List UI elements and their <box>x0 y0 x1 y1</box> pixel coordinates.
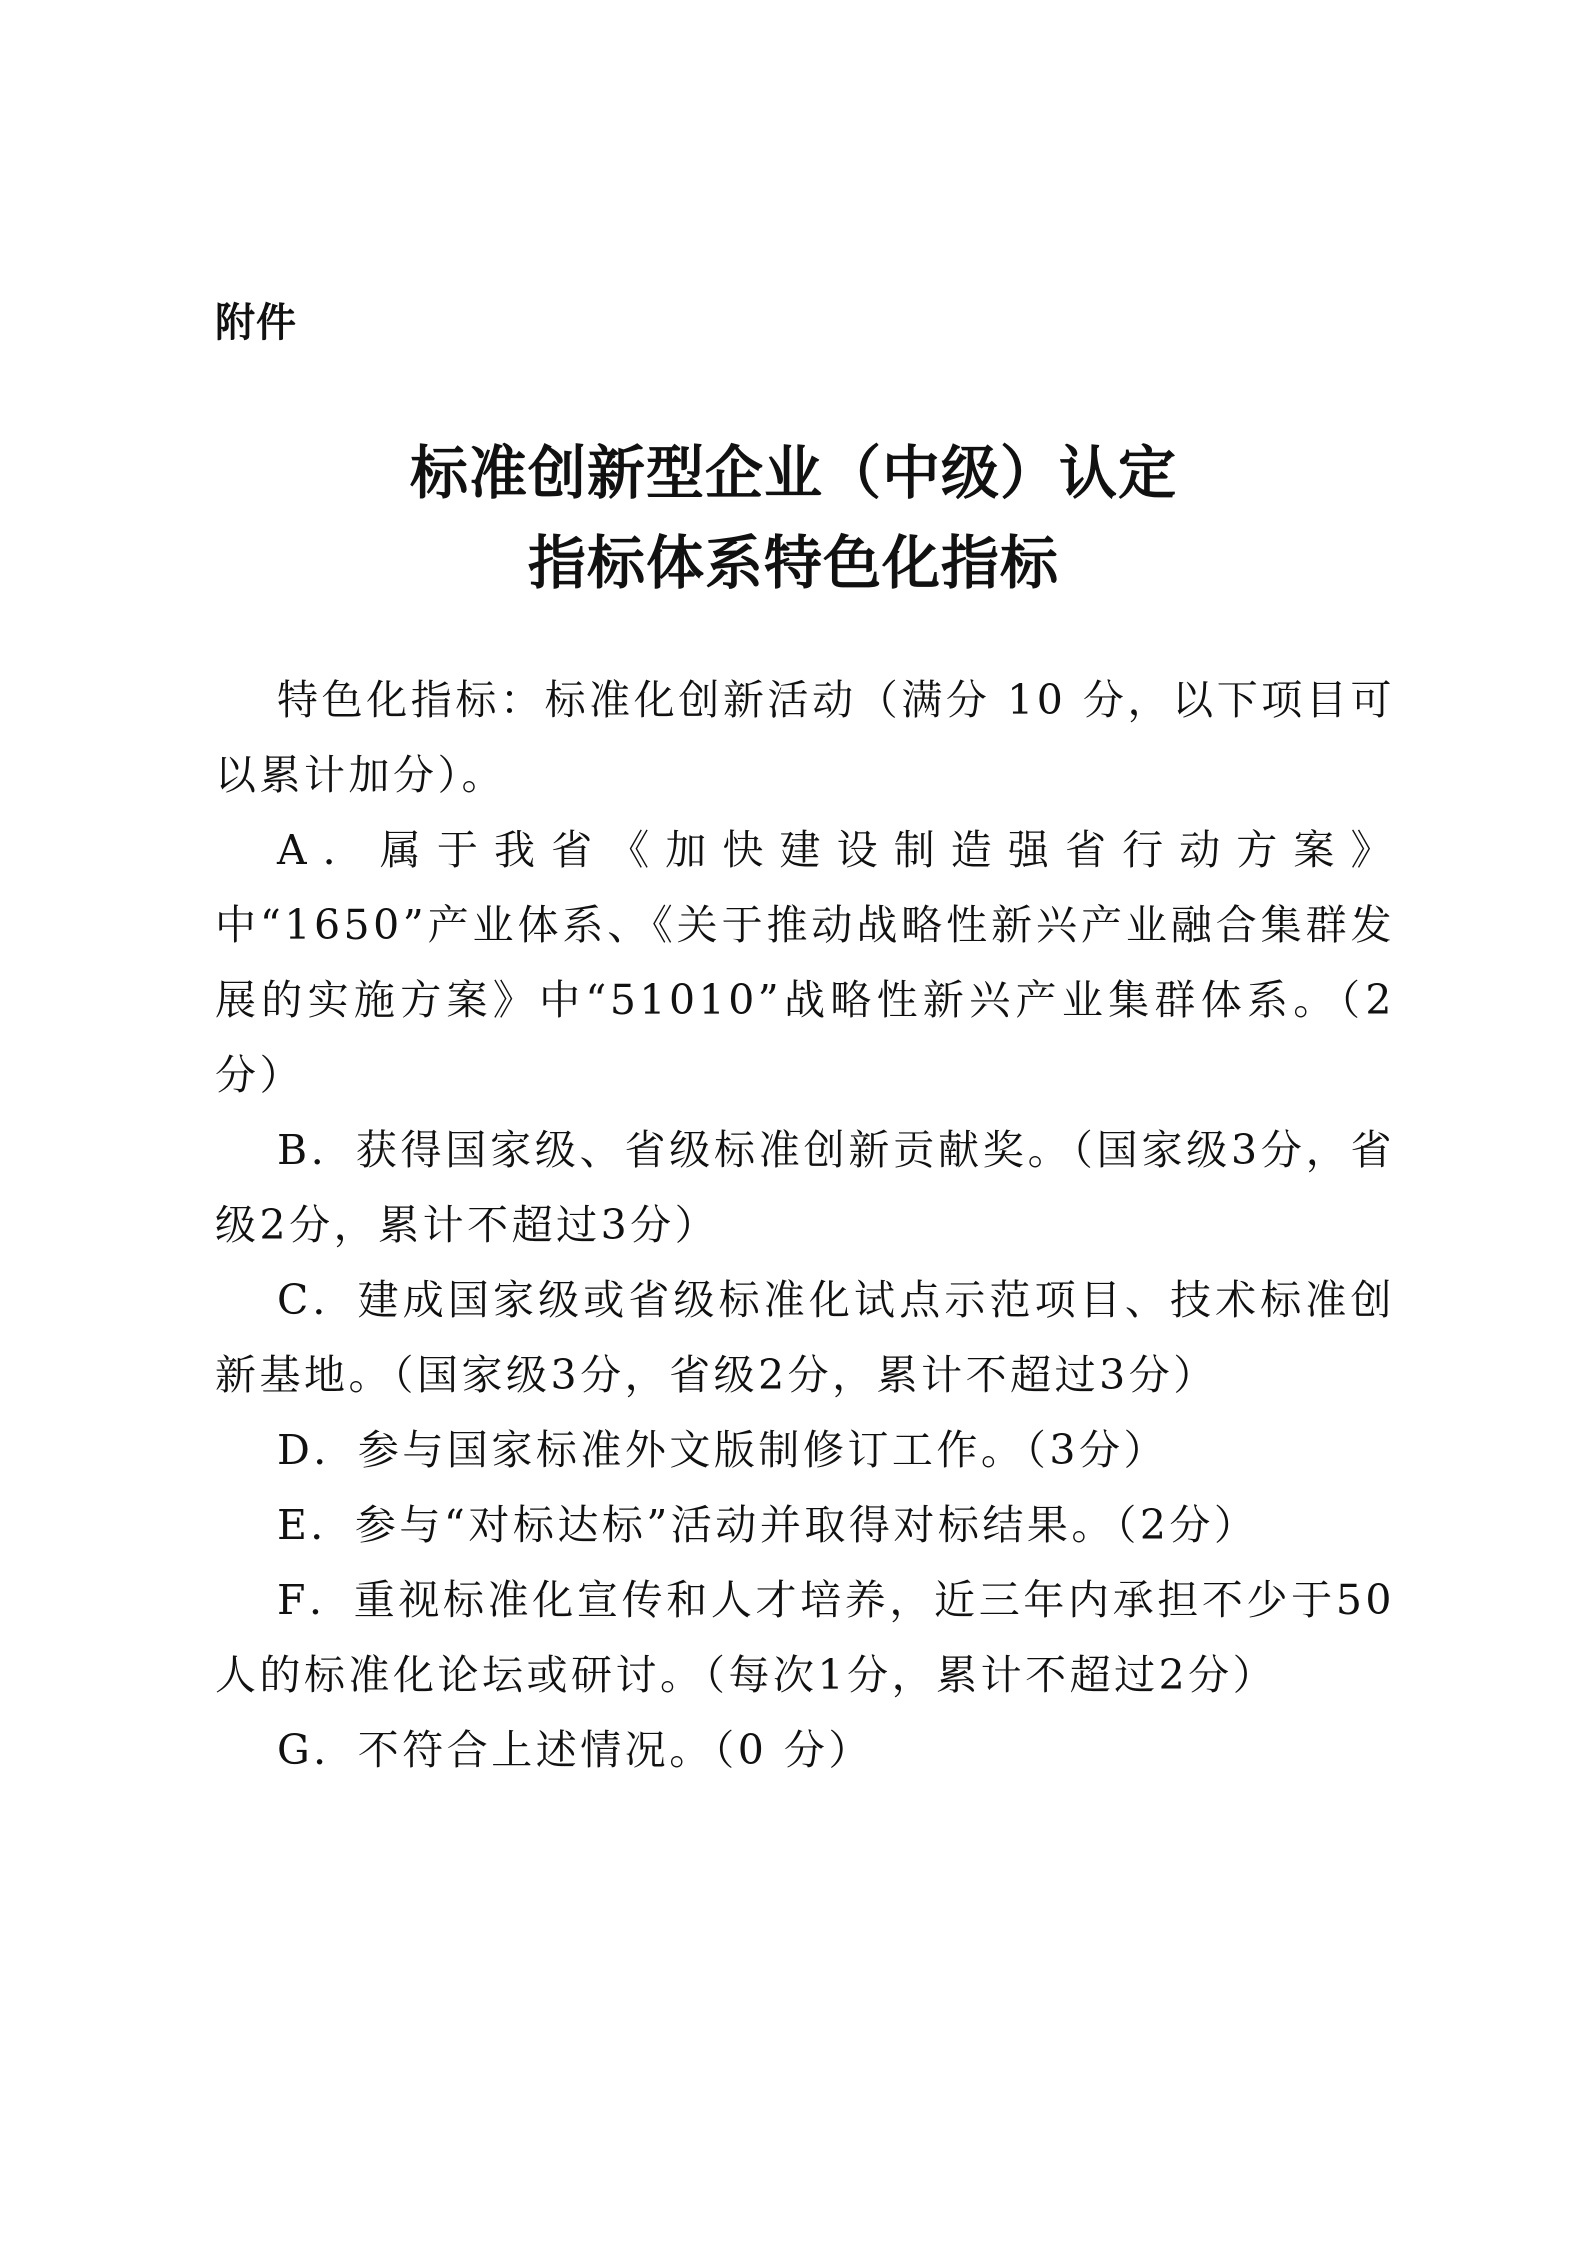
criterion-f: F．重视标准化宣传和人才培养，近三年内承担不少于50人的标准化论坛或研讨。（每次1分，累计不超过2分） <box>215 1576 1395 1699</box>
criterion-b: B．获得国家级、省级标准创新贡献奖。（国家级3分，省级2分，累计不超过3分） <box>215 1126 1395 1249</box>
document-title <box>0 428 1587 608</box>
document-body <box>215 663 1395 1788</box>
criterion-d: D．参与国家标准外文版制修订工作。（3分） <box>277 1426 1168 1474</box>
criterion-e: E．参与“对标达标”活动并取得对标结果。（2分） <box>277 1501 1259 1549</box>
title-line-1: 标准创新型企业（中级）认定 <box>409 439 1177 507</box>
title-line-2: 指标体系特色化指标 <box>527 529 1059 597</box>
attachment-label: 附件 <box>215 300 297 346</box>
intro-paragraph: 特色化指标：标准化创新活动（满分 10 分，以下项目可以累计加分）。 <box>215 676 1395 799</box>
criterion-c: C．建成国家级或省级标准化试点示范项目、技术标准创新基地。（国家级3分，省级2分，累计不超过3分） <box>215 1276 1395 1399</box>
criterion-a: A．属于我省《加快建设制造强省行动方案》中“1650”产业体系、《关于推动战略性新兴产业融合集群发展的实施方案》中“51010”战略性新兴产业集群体系。（2分） <box>215 826 1395 1099</box>
criterion-g: G．不符合上述情况。（0 分） <box>277 1726 873 1774</box>
